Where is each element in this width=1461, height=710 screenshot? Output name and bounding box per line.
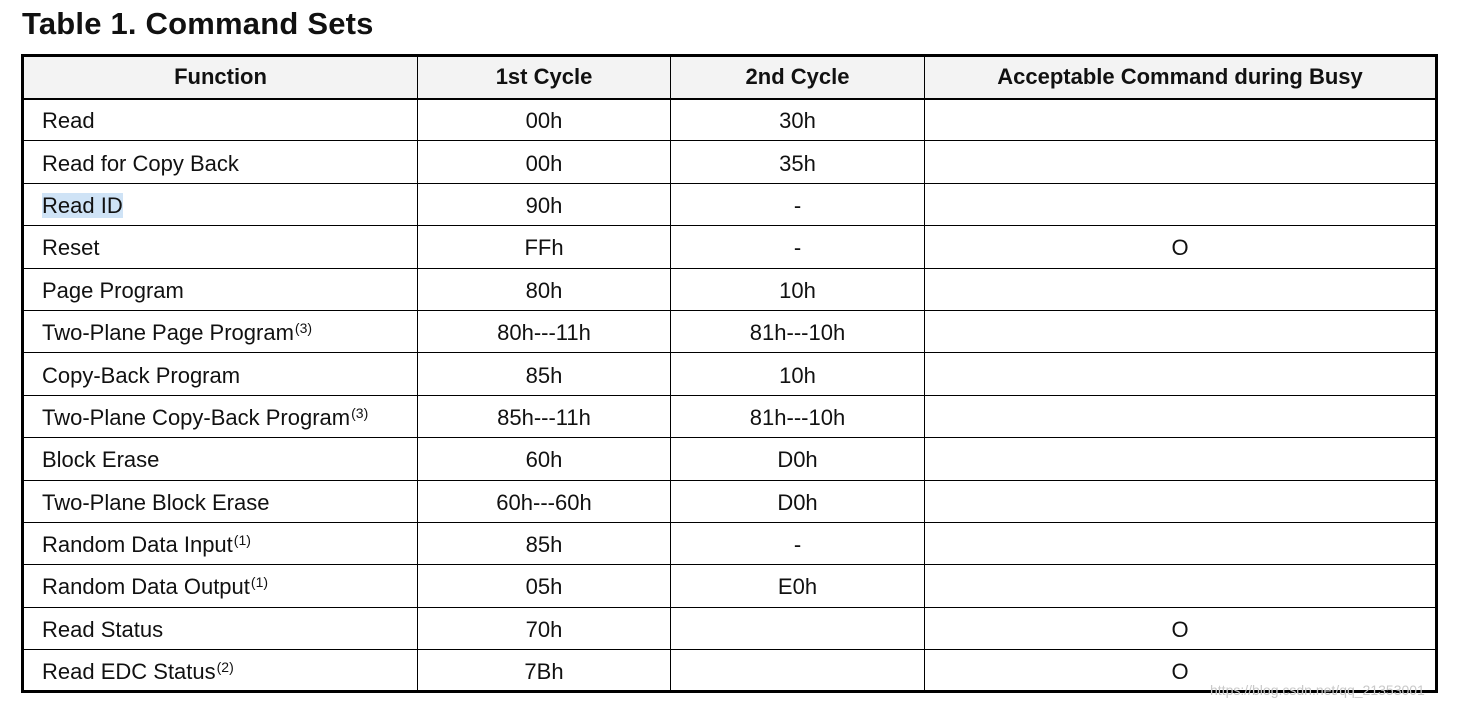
- function-name: Read for Copy Back: [42, 150, 239, 176]
- footnote-ref: (3): [294, 320, 313, 337]
- second-cycle-cell: -: [671, 522, 925, 564]
- first-cycle-cell: 70h: [418, 607, 671, 649]
- busy-cell: O: [925, 650, 1437, 692]
- footnote-ref: (1): [250, 574, 269, 591]
- busy-cell: O: [925, 226, 1437, 268]
- busy-cell: [925, 438, 1437, 480]
- footnote-ref: (1): [233, 532, 251, 549]
- function-name: Read EDC Status: [42, 658, 216, 684]
- function-name: Random Data Input: [42, 532, 233, 558]
- first-cycle-cell: 60h: [418, 438, 671, 480]
- header-acceptable-during-busy: Acceptable Command during Busy: [925, 56, 1437, 99]
- busy-cell: O: [925, 607, 1437, 649]
- first-cycle-cell: 85h---11h: [418, 395, 671, 437]
- first-cycle-cell: 85h: [418, 353, 671, 395]
- function-cell: [23, 438, 418, 480]
- function-cell: [23, 99, 418, 141]
- first-cycle-cell: FFh: [418, 226, 671, 268]
- function-cell: [23, 268, 418, 310]
- table-row: [23, 395, 1437, 437]
- first-cycle-cell: 7Bh: [418, 650, 671, 692]
- second-cycle-cell: 81h---10h: [671, 310, 925, 352]
- busy-cell: [925, 395, 1437, 437]
- function-cell: [23, 650, 418, 692]
- function-name: Page Program: [42, 277, 184, 303]
- table-header-row: [23, 56, 1437, 99]
- second-cycle-cell: 35h: [671, 141, 925, 183]
- second-cycle-cell: 10h: [671, 353, 925, 395]
- function-cell: [23, 395, 418, 437]
- first-cycle-cell: 85h: [418, 522, 671, 564]
- table-row: [23, 522, 1437, 564]
- second-cycle-cell: -: [671, 183, 925, 225]
- function-name: Copy-Back Program: [42, 362, 241, 388]
- function-cell: [23, 226, 418, 268]
- function-cell: [23, 310, 418, 352]
- busy-cell: [925, 183, 1437, 225]
- watermark-text: https://blog.csdn.net/qq_21353001: [1210, 682, 1425, 698]
- second-cycle-cell: 10h: [671, 268, 925, 310]
- table-row: [23, 183, 1437, 225]
- table-row: [23, 480, 1437, 522]
- busy-cell: [925, 353, 1437, 395]
- first-cycle-cell: 00h: [418, 141, 671, 183]
- function-cell: [23, 183, 418, 225]
- busy-cell: [925, 99, 1437, 141]
- function-cell: [23, 141, 418, 183]
- first-cycle-cell: 60h---60h: [418, 480, 671, 522]
- table-row: [23, 99, 1437, 141]
- function-cell: [23, 522, 418, 564]
- busy-cell: [925, 565, 1437, 607]
- footnote-ref: (2): [216, 658, 234, 675]
- table-row: [23, 353, 1437, 395]
- command-sets-table: [21, 54, 1438, 693]
- footnote-ref: (3): [351, 404, 369, 421]
- second-cycle-cell: -: [671, 226, 925, 268]
- busy-cell: [925, 141, 1437, 183]
- function-cell: [23, 607, 418, 649]
- first-cycle-cell: 80h: [418, 268, 671, 310]
- function-name: Random Data Output: [42, 574, 250, 600]
- function-name-selected[interactable]: Read ID: [42, 192, 123, 218]
- function-name: Two-Plane Block Erase: [42, 489, 270, 515]
- header-second-cycle: 2nd Cycle: [671, 56, 925, 99]
- header-first-cycle: 1st Cycle: [418, 56, 671, 99]
- table-row: [23, 607, 1437, 649]
- second-cycle-cell: D0h: [671, 438, 925, 480]
- second-cycle-cell: [671, 607, 925, 649]
- function-name: Two-Plane Page Program: [42, 320, 294, 346]
- function-cell: [23, 353, 418, 395]
- table-row: [23, 226, 1437, 268]
- table-row: [23, 565, 1437, 607]
- function-name: Read Status: [42, 616, 164, 642]
- function-name: Two-Plane Copy-Back Program: [42, 404, 351, 430]
- table-row: [23, 310, 1437, 352]
- first-cycle-cell: 05h: [418, 565, 671, 607]
- second-cycle-cell: 81h---10h: [671, 395, 925, 437]
- function-cell: [23, 565, 418, 607]
- first-cycle-cell: 90h: [418, 183, 671, 225]
- table-row: [23, 141, 1437, 183]
- table-row: [23, 438, 1437, 480]
- busy-cell: [925, 522, 1437, 564]
- header-function: Function: [23, 56, 418, 99]
- first-cycle-cell: 80h---11h: [418, 310, 671, 352]
- second-cycle-cell: [671, 650, 925, 692]
- function-name: Block Erase: [42, 447, 160, 473]
- function-cell: [23, 480, 418, 522]
- second-cycle-cell: D0h: [671, 480, 925, 522]
- busy-cell: [925, 268, 1437, 310]
- table-title: Table 1. Command Sets: [22, 6, 374, 41]
- second-cycle-cell: 30h: [671, 99, 925, 141]
- second-cycle-cell: E0h: [671, 565, 925, 607]
- first-cycle-cell: 00h: [418, 99, 671, 141]
- busy-cell: [925, 310, 1437, 352]
- function-name: Read: [42, 108, 95, 134]
- busy-cell: [925, 480, 1437, 522]
- table-row: [23, 268, 1437, 310]
- function-name: Reset: [42, 235, 100, 261]
